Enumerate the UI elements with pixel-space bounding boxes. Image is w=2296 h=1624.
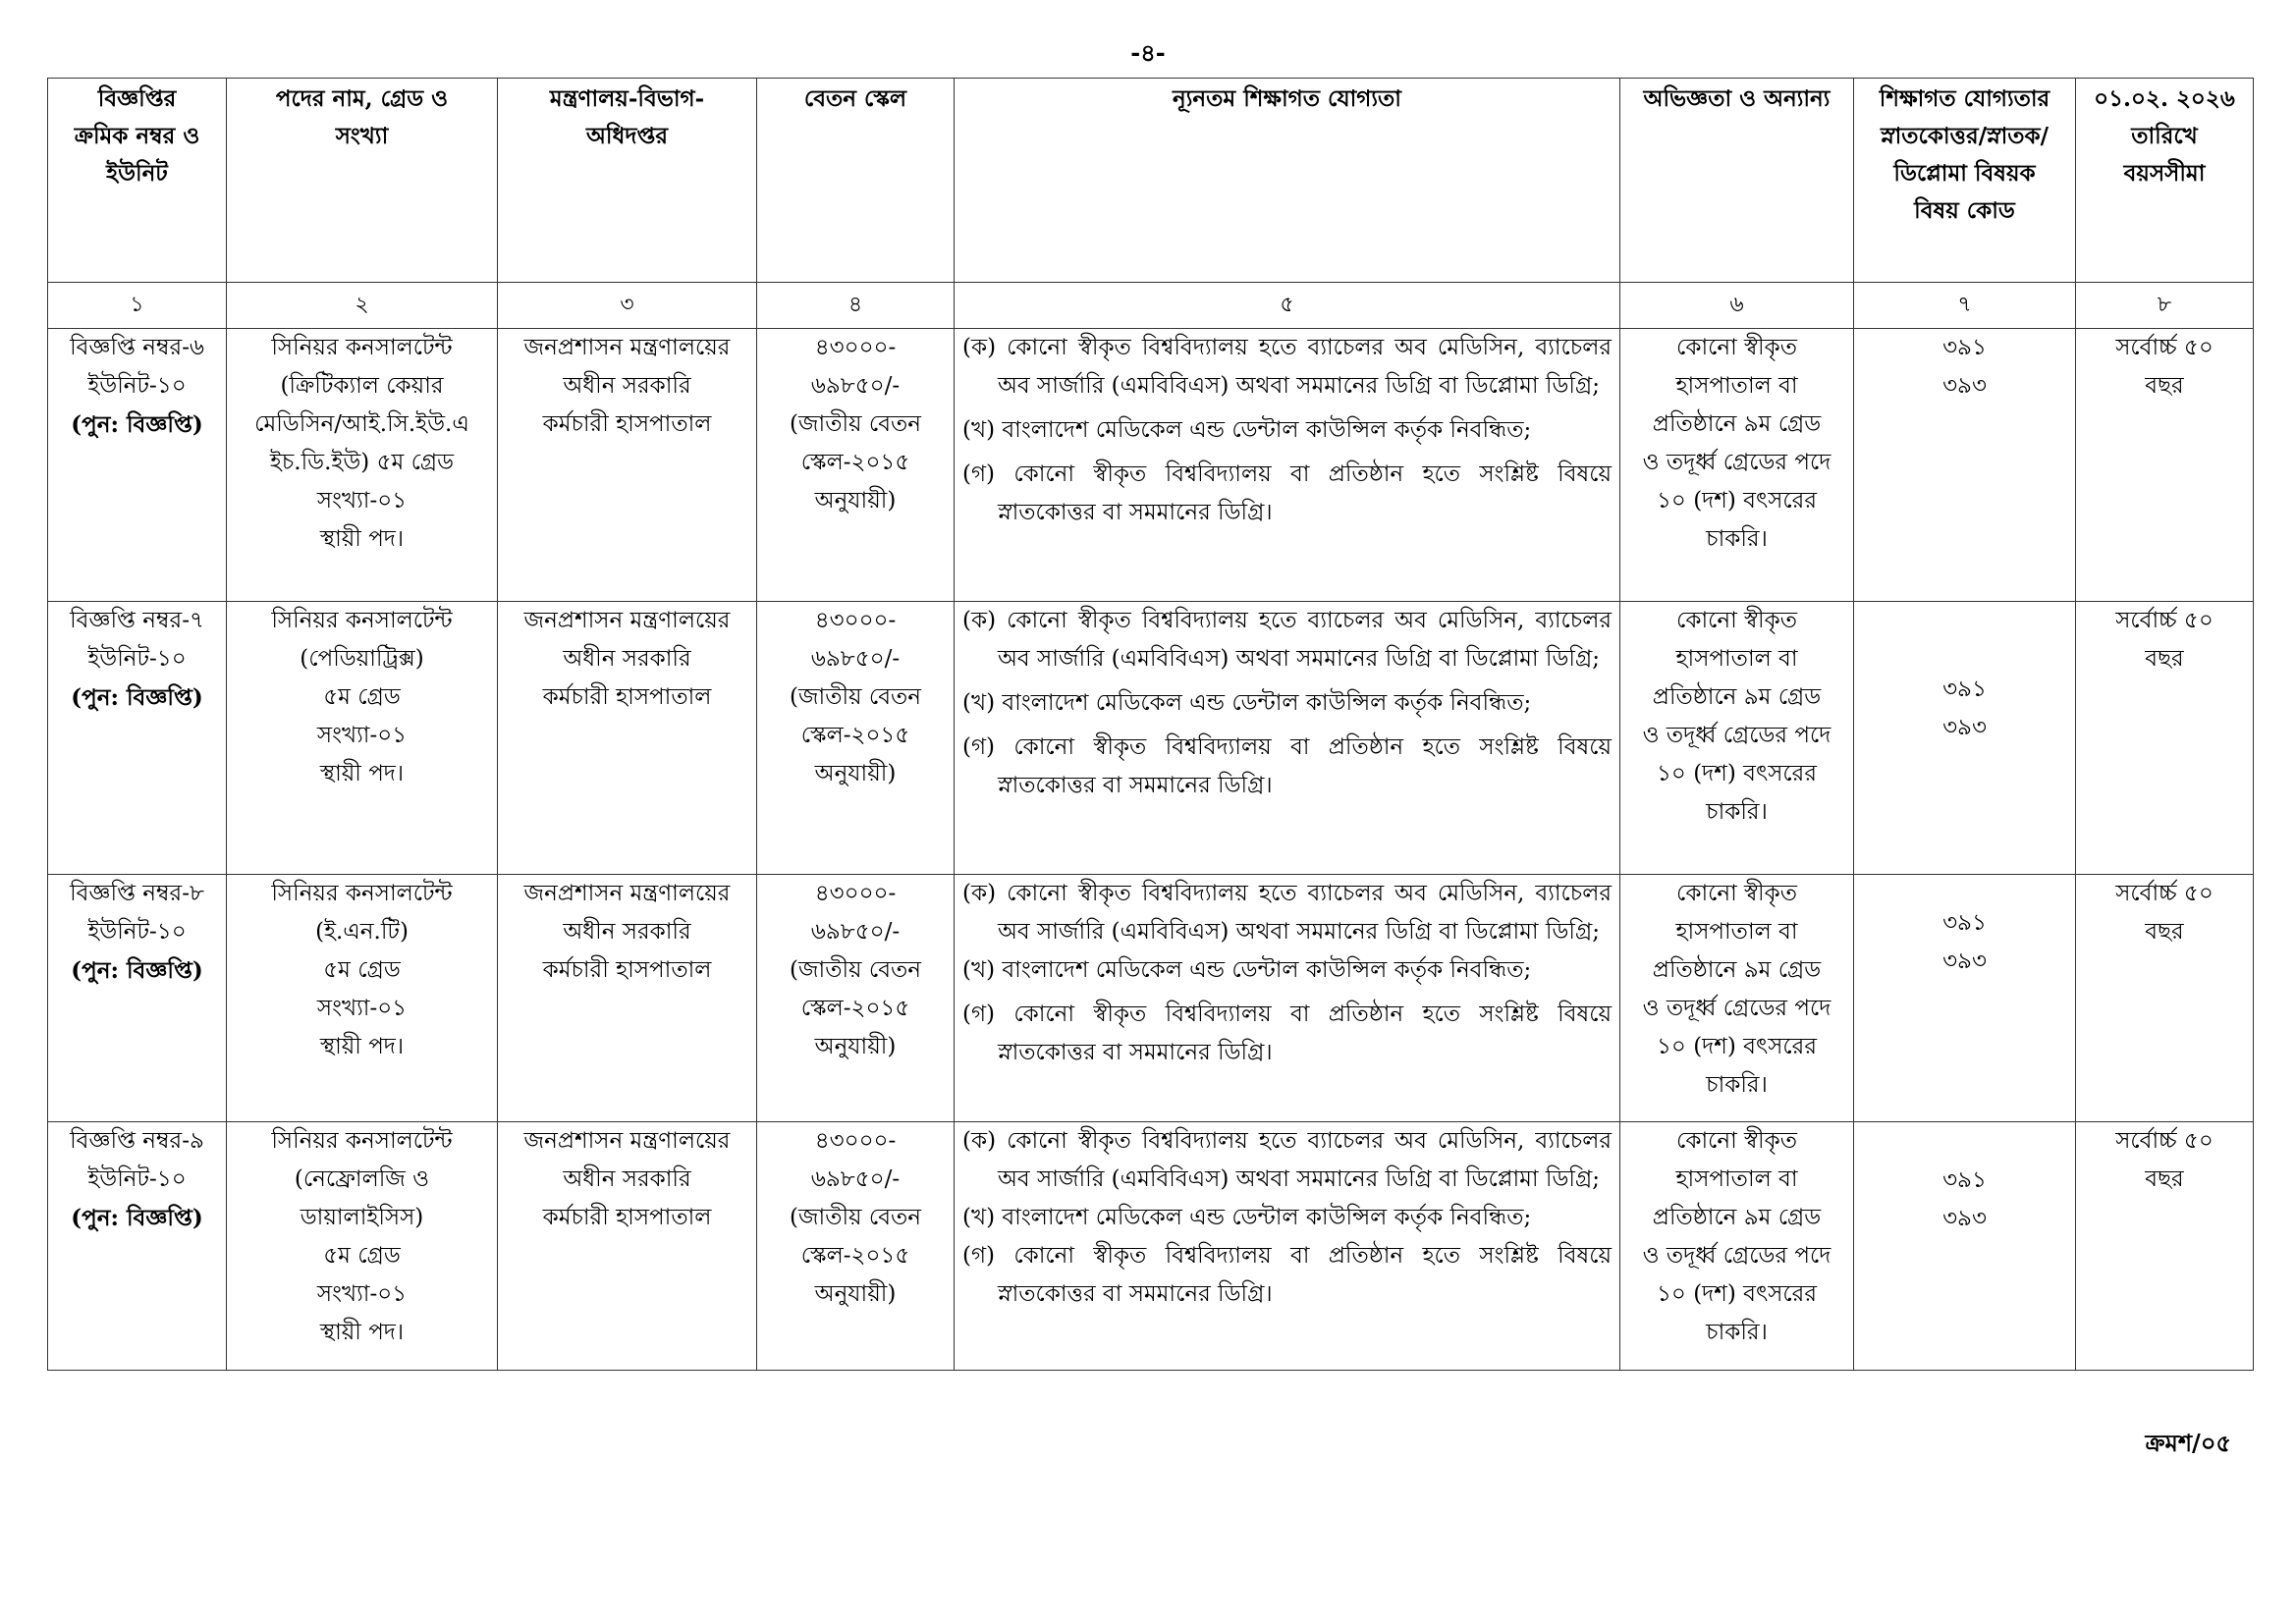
qualification-cell (955, 875, 1620, 1122)
qualification-b: (খ) বাংলাদেশ মেডিকেল এন্ড ডেন্টাল কাউন্সিল কর্তৃক নিবন্ধিত; (962, 690, 1532, 716)
pay-scale-cell: ৪৩০০০- ৬৯৮৫০/- (জাতীয় বেতন স্কেল-২০১৫ অনুযায়ী) (757, 602, 955, 875)
header-subject-code: শিক্ষাগত যোগ্যতার স্নাতকোত্তর/স্নাতক/ ডিপ্লোমা বিষয়ক বিষয় কোড (1854, 79, 2076, 283)
qualification-b: (খ) বাংলাদেশ মেডিকেল এন্ড ডেন্টাল কাউন্সিল কর্তৃক নিবন্ধিত; (962, 1205, 1532, 1230)
experience-cell: কোনো স্বীকৃত হাসপাতাল বা প্রতিষ্ঠানে ৯ম গ্রেড ও তদূর্ধ্ব গ্রেডের পদে ১০ (দশ) বৎসরের চাকরি। (1620, 602, 1854, 875)
continuation-note: ক্রমশ/০৫ (2145, 1429, 2231, 1457)
qualification-cell (955, 329, 1620, 602)
notice-cell: বিজ্ঞপ্তি নম্বর-৮ ইউনিট-১০ (পুন: বিজ্ঞপ্তি) (48, 875, 227, 1122)
qualification-cell (955, 602, 1620, 875)
experience-cell: কোনো স্বীকৃত হাসপাতাল বা প্রতিষ্ঠানে ৯ম গ্রেড ও তদূর্ধ্ব গ্রেডের পদে ১০ (দশ) বৎসরের চাকরি। (1620, 329, 1854, 602)
qualification-c: (গ) কোনো স্বীকৃত বিশ্ববিদ্যালয় বা প্রতিষ্ঠান হতে সংশ্লিষ্ট বিষয়ে স্নাতকোত্তর বা সমমানের ডিগ্রি। (962, 734, 1612, 798)
qualification-a: (ক) কোনো স্বীকৃত বিশ্ববিদ্যালয় হতে ব্যাচেলর অব মেডিসিন, ব্যাচেলর অব সার্জারি (এমবিবিএস) অথবা সমমানের ডিগ্রি বা ডিপ্লোমা ডিগ্রি; (962, 881, 1612, 945)
qualification-a: (ক) কোনো স্বীকৃত বিশ্ববিদ্যালয় হতে ব্যাচেলর অব মেডিসিন, ব্যাচেলর অব সার্জারি (এমবিবিএস) অথবা সমমানের ডিগ্রি বা ডিপ্লোমা ডিগ্রি; (962, 608, 1612, 672)
age-limit-cell: সর্বোর্চ্চ ৫০ বছর (2076, 329, 2254, 602)
post-cell: সিনিয়র কনসালটেন্ট (পেডিয়াট্রিক্স) ৫ম গ্রেড সংখ্যা-০১ স্থায়ী পদ। (227, 602, 498, 875)
pay-scale-cell: ৪৩০০০- ৬৯৮৫০/- (জাতীয় বেতন স্কেল-২০১৫ অনুযায়ী) (757, 1122, 955, 1371)
ministry-cell: জনপ্রশাসন মন্ত্রণালয়ের অধীন সরকারি কর্মচারী হাসপাতাল (498, 329, 757, 602)
page-number: -৪- (1130, 38, 1166, 67)
table-row (48, 602, 2254, 875)
notice-cell: বিজ্ঞপ্তি নম্বর-৬ ইউনিট-১০ (পুন: বিজ্ঞপ্তি) (48, 329, 227, 602)
table-row (48, 875, 2254, 1122)
age-limit-cell: সর্বোর্চ্চ ৫০ বছর (2076, 875, 2254, 1122)
header-qualification: ন্যূনতম শিক্ষাগত যোগ্যতা (955, 79, 1620, 283)
post-cell: সিনিয়র কনসালটেন্ট (ক্রিটিক্যাল কেয়ার মেডিসিন/আই.সি.ইউ.এ ইচ.ডি.ইউ) ৫ম গ্রেড সংখ্যা-০১ স্থায়ী পদ। (227, 329, 498, 602)
column-number: ৮ (2076, 283, 2254, 329)
subject-code-cell: ৩৯১ ৩৯৩ (1854, 602, 2076, 875)
qualification-b: (খ) বাংলাদেশ মেডিকেল এন্ড ডেন্টাল কাউন্সিল কর্তৃক নিবন্ধিত; (962, 417, 1532, 443)
qualification-a: (ক) কোনো স্বীকৃত বিশ্ববিদ্যালয় হতে ব্যাচেলর অব মেডিসিন, ব্যাচেলর অব সার্জারি (এমবিবিএস) অথবা সমমানের ডিগ্রি বা ডিপ্লোমা ডিগ্রি; (962, 1128, 1612, 1192)
qualification-c: (গ) কোনো স্বীকৃত বিশ্ববিদ্যালয় বা প্রতিষ্ঠান হতে সংশ্লিষ্ট বিষয়ে স্নাতকোত্তর বা সমমানের ডিগ্রি। (962, 1001, 1612, 1065)
header-pay-scale: বেতন স্কেল (757, 79, 955, 283)
post-cell: সিনিয়র কনসালটেন্ট (ই.এন.টি) ৫ম গ্রেড সংখ্যা-০১ স্থায়ী পদ। (227, 875, 498, 1122)
notice-cell: বিজ্ঞপ্তি নম্বর-৭ ইউনিট-১০ (পুন: বিজ্ঞপ্তি) (48, 602, 227, 875)
subject-code-cell: ৩৯১ ৩৯৩ (1854, 1122, 2076, 1371)
column-number: ৬ (1620, 283, 1854, 329)
column-number: ৪ (757, 283, 955, 329)
qualification-cell (955, 1122, 1620, 1371)
experience-cell: কোনো স্বীকৃত হাসপাতাল বা প্রতিষ্ঠানে ৯ম গ্রেড ও তদূর্ধ্ব গ্রেডের পদে ১০ (দশ) বৎসরের চাকরি। (1620, 1122, 1854, 1371)
column-number: ২ (227, 283, 498, 329)
post-cell: সিনিয়র কনসালটেন্ট (নেফ্রোলজি ও ডায়ালাইসিস) ৫ম গ্রেড সংখ্যা-০১ স্থায়ী পদ। (227, 1122, 498, 1371)
ministry-cell: জনপ্রশাসন মন্ত্রণালয়ের অধীন সরকারি কর্মচারী হাসপাতাল (498, 875, 757, 1122)
subject-code-cell: ৩৯১ ৩৯৩ (1854, 875, 2076, 1122)
qualification-c: (গ) কোনো স্বীকৃত বিশ্ববিদ্যালয় বা প্রতিষ্ঠান হতে সংশ্লিষ্ট বিষয়ে স্নাতকোত্তর বা সমমানের ডিগ্রি। (962, 1243, 1612, 1307)
experience-cell: কোনো স্বীকৃত হাসপাতাল বা প্রতিষ্ঠানে ৯ম গ্রেড ও তদূর্ধ্ব গ্রেডের পদে ১০ (দশ) বৎসরের চাকরি। (1620, 875, 1854, 1122)
pay-scale-cell: ৪৩০০০- ৬৯৮৫০/- (জাতীয় বেতন স্কেল-২০১৫ অনুযায়ী) (757, 875, 955, 1122)
table-row (48, 1122, 2254, 1371)
header-ministry: মন্ত্রণালয়-বিভাগ- অধিদপ্তর (498, 79, 757, 283)
qualification-a: (ক) কোনো স্বীকৃত বিশ্ববিদ্যালয় হতে ব্যাচেলর অব মেডিসিন, ব্যাচেলর অব সার্জারি (এমবিবিএস) অথবা সমমানের ডিগ্রি বা ডিপ্লোমা ডিগ্রি; (962, 335, 1612, 399)
age-limit-cell: সর্বোর্চ্চ ৫০ বছর (2076, 602, 2254, 875)
column-number: ৩ (498, 283, 757, 329)
header-row (48, 79, 2254, 283)
recruitment-table (47, 78, 2254, 1371)
pay-scale-cell: ৪৩০০০- ৬৯৮৫০/- (জাতীয় বেতন স্কেল-২০১৫ অনুযায়ী) (757, 329, 955, 602)
header-experience: অভিজ্ঞতা ও অন্যান্য (1620, 79, 1854, 283)
column-number: ৫ (955, 283, 1620, 329)
qualification-b: (খ) বাংলাদেশ মেডিকেল এন্ড ডেন্টাল কাউন্সিল কর্তৃক নিবন্ধিত; (962, 957, 1532, 983)
column-number: ৭ (1854, 283, 2076, 329)
qualification-c: (গ) কোনো স্বীকৃত বিশ্ববিদ্যালয় বা প্রতিষ্ঠান হতে সংশ্লিষ্ট বিষয়ে স্নাতকোত্তর বা সমমানের ডিগ্রি। (962, 461, 1612, 525)
table-row (48, 329, 2254, 602)
column-number-row (48, 283, 2254, 329)
header-notice: বিজ্ঞপ্তির ক্রমিক নম্বর ও ইউনিট (48, 79, 227, 283)
ministry-cell: জনপ্রশাসন মন্ত্রণালয়ের অধীন সরকারি কর্মচারী হাসপাতাল (498, 602, 757, 875)
header-age-limit: ০১.০২. ২০২৬ তারিখে বয়সসীমা (2076, 79, 2254, 283)
column-number: ১ (48, 283, 227, 329)
age-limit-cell: সর্বোর্চ্চ ৫০ বছর (2076, 1122, 2254, 1371)
ministry-cell: জনপ্রশাসন মন্ত্রণালয়ের অধীন সরকারি কর্মচারী হাসপাতাল (498, 1122, 757, 1371)
header-post: পদের নাম, গ্রেড ও সংখ্যা (227, 79, 498, 283)
subject-code-cell: ৩৯১ ৩৯৩ (1854, 329, 2076, 602)
notice-cell: বিজ্ঞপ্তি নম্বর-৯ ইউনিট-১০ (পুন: বিজ্ঞপ্তি) (48, 1122, 227, 1371)
